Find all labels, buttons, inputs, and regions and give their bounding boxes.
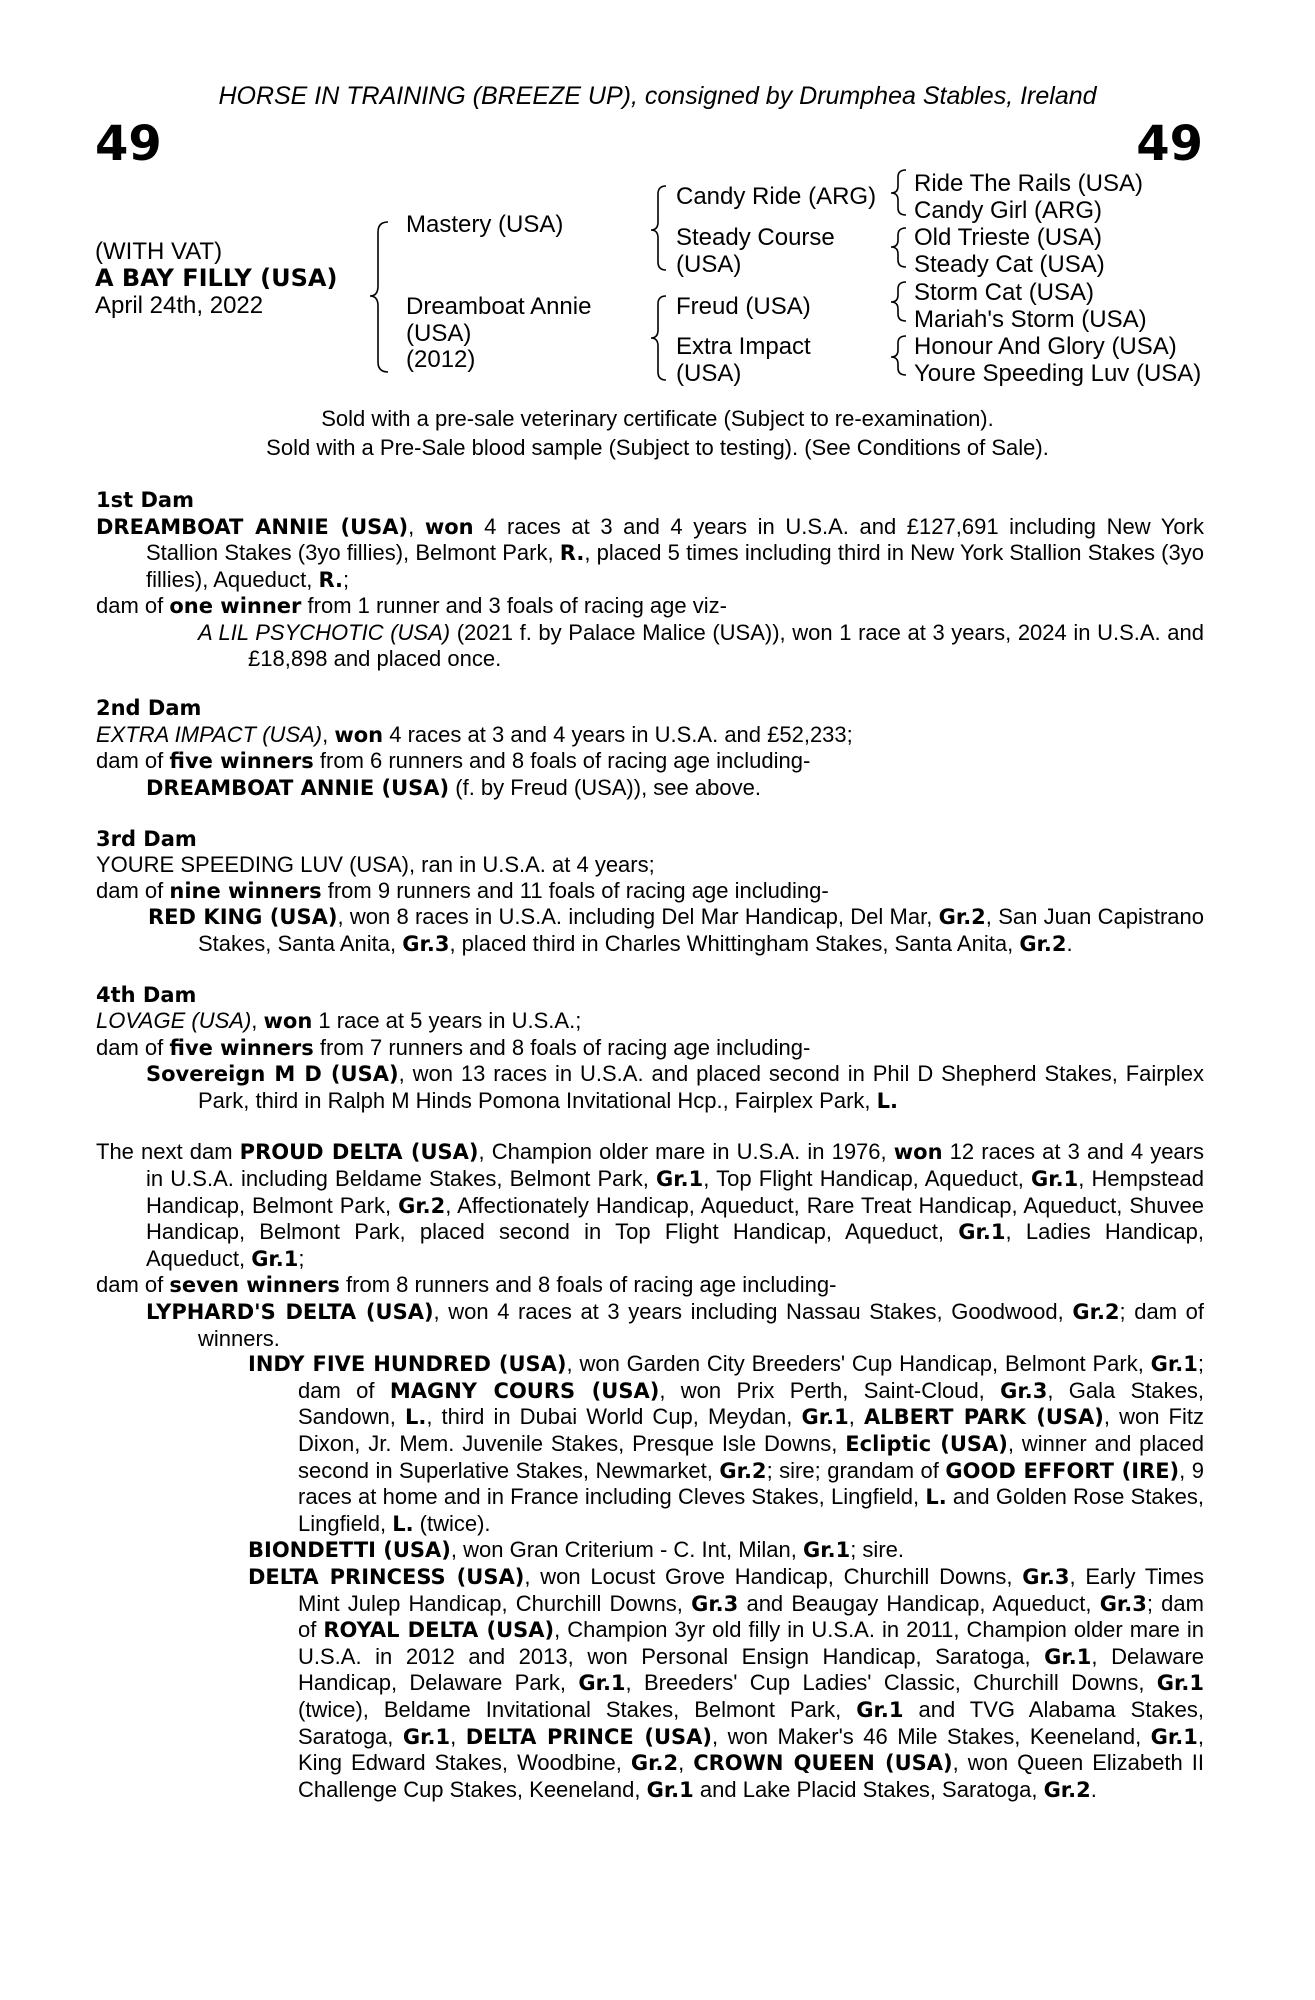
- first-dam-produce-summary: dam of one winner from 1 runner and 3 foals of racing age viz-: [96, 593, 727, 619]
- first-dam-heading: 1st Dam: [96, 488, 194, 512]
- third-dam-progeny-1: RED KING (USA), won 8 races in U.S.A. including Del Mar Handicap, Del Mar, Gr.2, San Juan Capistrano Stakes, Santa Anita, Gr.3, placed third in Charles Whittingham Stakes, Santa Anita, Gr.2.: [148, 904, 1204, 956]
- third-dam-record: YOURE SPEEDING LUV (USA), ran in U.S.A. at 4 years;: [96, 852, 655, 878]
- first-dam-section: [96, 488, 1204, 671]
- next-dam-produce-summary: dam of seven winners from 8 runners and 8 foals of racing age including-: [96, 1272, 837, 1298]
- second-dam-section: [96, 696, 1204, 801]
- fourth-dam-section: [96, 983, 1204, 1115]
- vet-certificate-note: Sold with a pre-sale veterinary certificate (Subject to re-examination).: [321, 406, 994, 431]
- lot-number-left: 49: [95, 116, 162, 172]
- fourth-dam-progeny-1: Sovereign M D (USA), won 13 races in U.S.A. and placed second in Phil D Shepherd Stakes, Fairplex Park, third in Ralph M Hinds Pomona Invitational Hcp., Fairplex Park, L.: [146, 1061, 1204, 1113]
- pedigree-sire: Mastery (USA): [406, 211, 564, 238]
- pedigree-dam-line3: (2012): [406, 346, 476, 373]
- pedigree-sire-dam-line1: Steady Course: [676, 224, 835, 251]
- third-dam-produce-summary: dam of nine winners from 9 runners and 11 foals of racing age including-: [96, 877, 829, 903]
- pedigree-dsd: Mariah's Storm (USA): [914, 306, 1147, 333]
- vat-note: (WITH VAT): [95, 238, 223, 265]
- second-dam-name: EXTRA IMPACT (USA): [96, 721, 323, 747]
- lot-number-right: 49: [1136, 116, 1203, 172]
- pedigree-ddd: Youre Speeding Luv (USA): [914, 360, 1202, 387]
- second-dam-progeny-1: DREAMBOAT ANNIE (USA) (f. by Freud (USA)), see above.: [146, 774, 761, 800]
- second-dam-produce-summary: dam of five winners from 6 runners and 8 foals of racing age including-: [96, 748, 811, 774]
- next-dam-name: PROUD DELTA (USA): [239, 1140, 479, 1165]
- lyphards-delta-entry: LYPHARD'S DELTA (USA), won 4 races at 3 years including Nassau Stakes, Goodwood, Gr.2; dam of winners.: [146, 1299, 1204, 1351]
- pedigree-dam-dam-line2: (USA): [676, 360, 742, 387]
- pedigree-sire-sire: Candy Ride (ARG): [676, 183, 877, 210]
- pedigree-dss: Storm Cat (USA): [914, 279, 1095, 306]
- delta-princess-entry: DELTA PRINCESS (USA), won Locust Grove Handicap, Churchill Downs, Gr.3, Early Times Mint Julep Handicap, Churchill Downs, Gr.3 and Beaugay Handicap, Aqueduct, Gr.3; dam of ROYAL DELTA (USA), Champion 3yr old filly in U.S.A. in 2011, Champion older mare in U.S.A. in 2012 and 2013, won Personal Ensign Handicap, Saratoga, Gr.1, Delaware Handicap, Delaware Park, Gr.1, Breeders' Cup Ladies' Classic, Churchill Downs, Gr.1 (twice), Beldame Invitational Stakes, Belmont Park, Gr.1 and TVG Alabama Stakes, Saratoga, Gr.1, DELTA PRINCE (USA), won Maker's 46 Mile Stakes, Keeneland, Gr.1, King Edward Stakes, Woodbine, Gr.2, CROWN QUEEN (USA), won Queen Elizabeth II Challenge Cup Stakes, Keeneland, Gr.1 and Lake Placid Stakes, Saratoga, Gr.2.: [248, 1563, 1205, 1802]
- fourth-dam-record: LOVAGE (USA), won 1 race at 5 years in U.S.A.;: [96, 1008, 582, 1034]
- first-dam-name: DREAMBOAT ANNIE (USA): [96, 514, 409, 539]
- next-dam-record: The next dam PROUD DELTA (USA), Champion older mare in U.S.A. in 1976, won 12 races at 3 and 4 years in U.S.A. including Beldame Stakes, Belmont Park, Gr.1, Top Flight Handicap, Aqueduct, Gr.1, Hempstead Handicap, Belmont Park, Gr.2, Affectionately Handicap, Aqueduct, Rare Treat Handicap, Aqueduct, Shuvee Handicap, Belmont Park, placed second in Top Flight Handicap, Aqueduct, Gr.1, Ladies Handicap, Aqueduct, Gr.1;: [96, 1139, 1205, 1271]
- blood-sample-note: Sold with a Pre-Sale blood sample (Subject to testing). (See Conditions of Sale).: [266, 435, 1049, 460]
- fourth-dam-produce-summary: dam of five winners from 7 runners and 8 foals of racing age including-: [96, 1034, 811, 1060]
- pedigree-ssd: Candy Girl (ARG): [914, 197, 1103, 224]
- third-dam-section: [96, 827, 1204, 958]
- horse-name: A BAY FILLY (USA): [95, 264, 338, 292]
- first-dam-progeny-1: A LIL PSYCHOTIC (USA) (2021 f. by Palace Malice (USA)), won 1 race at 3 years, 2024 in U.S.A. and £18,898 and placed once.: [198, 619, 1204, 671]
- second-dam-heading: 2nd Dam: [96, 696, 202, 721]
- pedigree-dam-dam-line1: Extra Impact: [676, 333, 811, 360]
- catalogue-body: [96, 488, 1204, 1803]
- pedigree-sds: Old Trieste (USA): [914, 224, 1103, 251]
- second-dam-record: EXTRA IMPACT (USA), won 4 races at 3 and 4 years in U.S.A. and £52,233;: [96, 721, 853, 747]
- foaling-date: April 24th, 2022: [95, 292, 264, 319]
- pedigree-sss: Ride The Rails (USA): [914, 170, 1143, 197]
- indy-five-hundred-entry: INDY FIVE HUNDRED (USA), won Garden City Breeders' Cup Handicap, Belmont Park, Gr.1; dam of MAGNY COURS (USA), won Prix Perth, Saint-Cloud, Gr.3, Gala Stakes, Sandown, L., third in Dubai World Cup, Meydan, Gr.1, ALBERT PARK (USA), won Fitz Dixon, Jr. Mem. Juvenile Stakes, Presque Isle Downs, Ecliptic (USA), winner and placed second in Superlative Stakes, Newmarket, Gr.2; sire; grandam of GOOD EFFORT (IRE), 9 races at home and in France including Cleves Stakes, Lingfield, L. and Golden Rose Stakes, Lingfield, L. (twice).: [248, 1351, 1205, 1536]
- pedigree-dam-line2: (USA): [406, 320, 472, 347]
- first-dam-record: DREAMBOAT ANNIE (USA), won 4 races at 3 and 4 years in U.S.A. and £127,691 including New York Stallion Stakes (3yo fillies), Belmont Park, R., placed 5 times including third in New York Stallion Stakes (3yo fillies), Aqueduct, R.;: [96, 513, 1204, 592]
- fourth-dam-heading: 4th Dam: [96, 982, 197, 1007]
- third-dam-heading: 3rd Dam: [96, 826, 197, 851]
- sale-header: HORSE IN TRAINING (BREEZE UP), consigned by Drumphea Stables, Ireland: [218, 82, 1097, 110]
- pedigree-dam-sire: Freud (USA): [676, 293, 811, 320]
- pedigree-sdd: Steady Cat (USA): [914, 251, 1105, 278]
- fourth-dam-name: LOVAGE (USA): [96, 1008, 252, 1034]
- pedigree-sire-dam-line2: (USA): [676, 251, 742, 278]
- biondetti-entry: BIONDETTI (USA), won Gran Criterium - C. Int, Milan, Gr.1; sire.: [248, 1537, 904, 1563]
- next-dam-section: [96, 1139, 1204, 1803]
- pedigree-dam-line1: Dreamboat Annie: [406, 293, 592, 320]
- pedigree-dds: Honour And Glory (USA): [914, 333, 1177, 360]
